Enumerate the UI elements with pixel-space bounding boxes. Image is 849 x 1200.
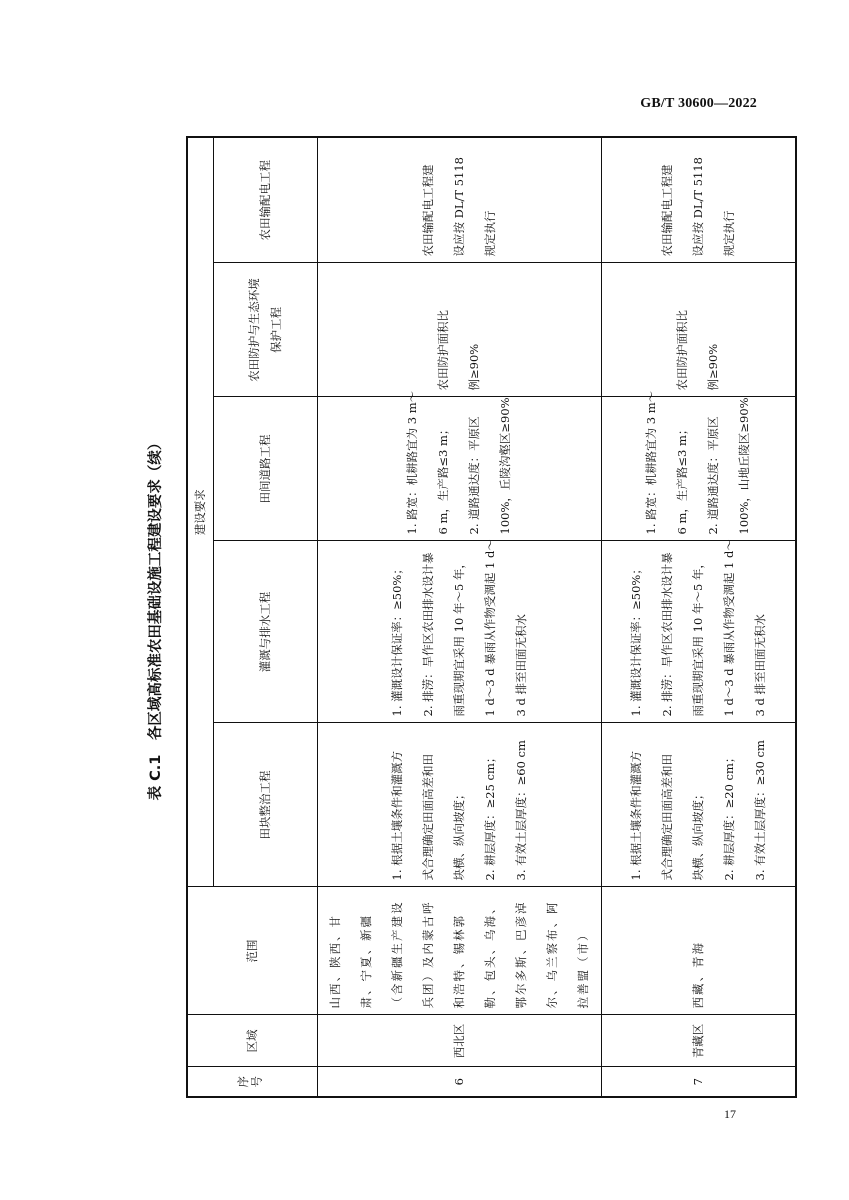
header-field: 田块整治工程 (213, 723, 317, 887)
row-7-power: 农田输配电工程建 设应按 DL/T 5118 规定执行 (601, 137, 796, 263)
header-protection: 农田防护与生态环境保护工程 (213, 263, 317, 397)
row-6-scope: 山西、陕西、甘肃、宁夏、新疆（含新疆生产建设兵团）及内蒙古呼和浩特、锡林郭勒、包头、乌海、鄂尔多斯、巴彦淖尔、乌兰察布、阿拉善盟（市） (317, 887, 601, 1015)
header-irrigation: 灌溉与排水工程 (213, 541, 317, 723)
header-road: 田间道路工程 (213, 397, 317, 541)
row-7-irrigation: 1. 灌溉设计保证率：≥50%； 2. 排涝：旱作区农田排水设计暴 雨重现期宜采用 10 年～5 年， 1 d～3 d 暴雨从作物受淍起 1 d～ 3 d 排至田面无积水 (601, 541, 796, 723)
header-region: 区域 (187, 1015, 317, 1067)
row-7-road: 1. 路宽：机耕路宜为 3 m～ 6 m，生产路≤3 m； 2. 道路通达度：平原区 100%，山地丘陵区≥90% (601, 397, 796, 541)
row-6-road: 1. 路宽：机耕路宜为 3 m～ 6 m，生产路≤3 m； 2. 道路通达度：平原区 100%，丘陵沟壑区≥90% (317, 397, 601, 541)
header-power: 农田输配电工程 (213, 137, 317, 263)
header-seq: 序号 (187, 1067, 317, 1097)
rotated-table-block (142, 138, 767, 1098)
row-7-protection: 农田防护面积比 例≥90% (601, 263, 796, 397)
header-group: 建设要求 (187, 137, 213, 887)
requirements-table (186, 136, 797, 1098)
row-6-irrigation: 1. 灌溉设计保证率：≥50%； 2. 排涝：旱作区农田排水设计暴 雨重现期宜采用 10 年～5 年， 1 d～3 d 暴雨从作物受淍起 1 d～ 3 d 排至田面无积水 (317, 541, 601, 723)
row-6-protection: 农田防护面积比 例≥90% (317, 263, 601, 397)
table-row (601, 137, 796, 1097)
row-6-field: 1. 根据土壤条件和灌溉方 式合理确定田面高差和田 块横、纵向坡度； 2. 耕层厚度：≥25 cm； 3. 有效土层厚度：≥60 cm (317, 723, 601, 887)
row-7-scope: 西藏、青海 (601, 887, 796, 1015)
row-6-power: 农田输配电工程建 设应按 DL/T 5118 规定执行 (317, 137, 601, 263)
header-scope: 范围 (187, 887, 317, 1015)
row-7-seq: 7 (601, 1067, 796, 1097)
row-7-field: 1. 根据土壤条件和灌溉方 式合理确定田面高差和田 块横、纵向坡度； 2. 耕层厚度：≥20 cm； 3. 有效土层厚度：≥30 cm (601, 723, 796, 887)
row-6-seq: 6 (317, 1067, 601, 1097)
table-caption: 表 C.1 各区域高标准农田基础设施工程建设要求（续） (148, 435, 164, 801)
row-7-region: 青藏区 (601, 1015, 796, 1067)
standard-code: GB/T 30600—2022 (640, 96, 757, 111)
row-6-region: 西北区 (317, 1015, 601, 1067)
table-row (317, 137, 601, 1097)
page-number: 17 (724, 1107, 736, 1121)
